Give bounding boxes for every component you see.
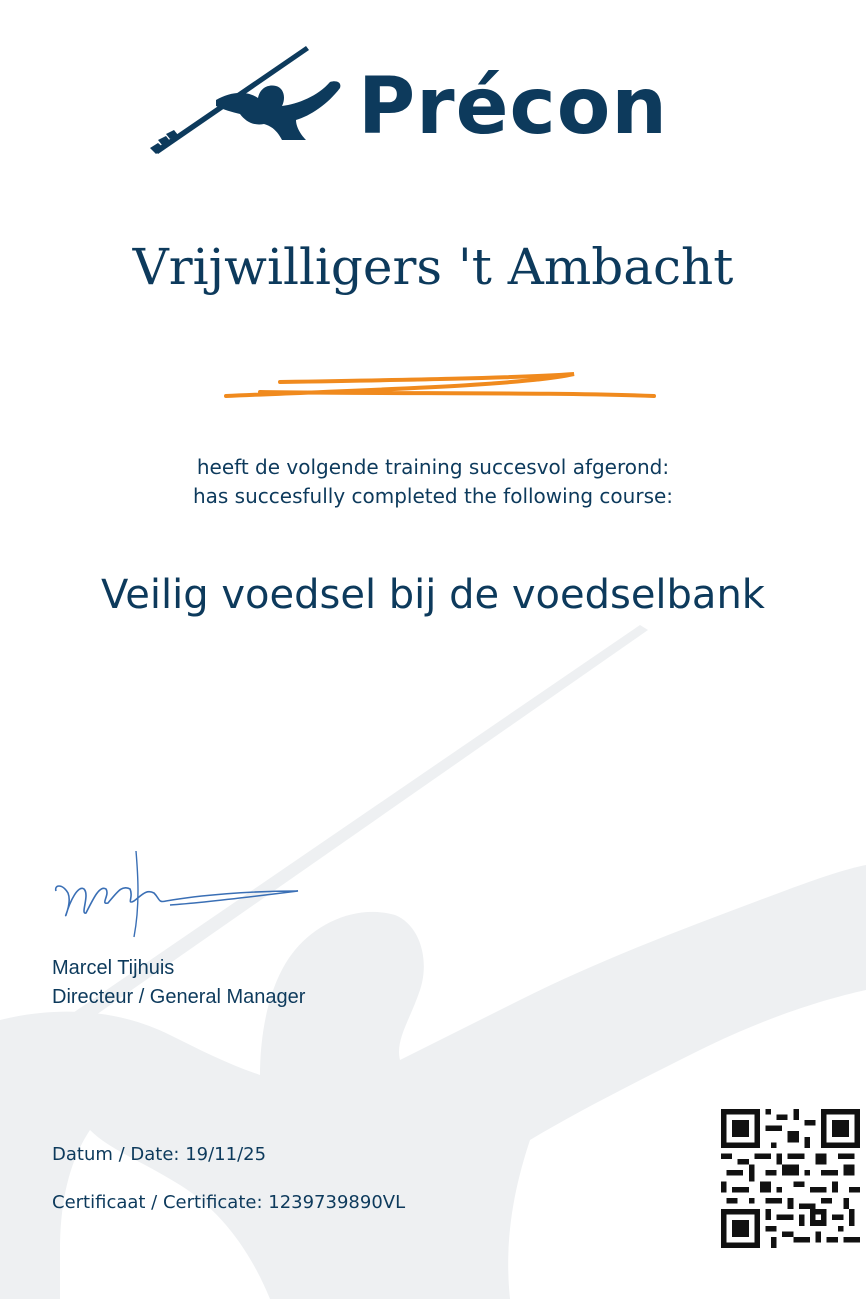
completion-text-english: has succesfully completed the following course: (192, 484, 674, 508)
orange-underline-scribble (220, 368, 660, 404)
qr-code-icon (721, 1109, 860, 1248)
signer-name: Marcel Tijhuis (52, 957, 175, 979)
signer-title: Directeur / General Manager (52, 986, 306, 1008)
recipient-name: Vrijwilligers 't Ambacht (132, 238, 734, 296)
completion-text-dutch: heeft de volgende training succesvol afgerond: (196, 455, 670, 479)
certificate-date: Datum / Date: 19/11/25 (52, 1144, 267, 1165)
brand-name: Précon (358, 62, 668, 152)
certificate-number: Certificaat / Certificate: 1239739890VL (52, 1192, 406, 1213)
course-title: Veilig voedsel bij de voedselbank (101, 572, 765, 618)
signature-image (50, 845, 310, 945)
